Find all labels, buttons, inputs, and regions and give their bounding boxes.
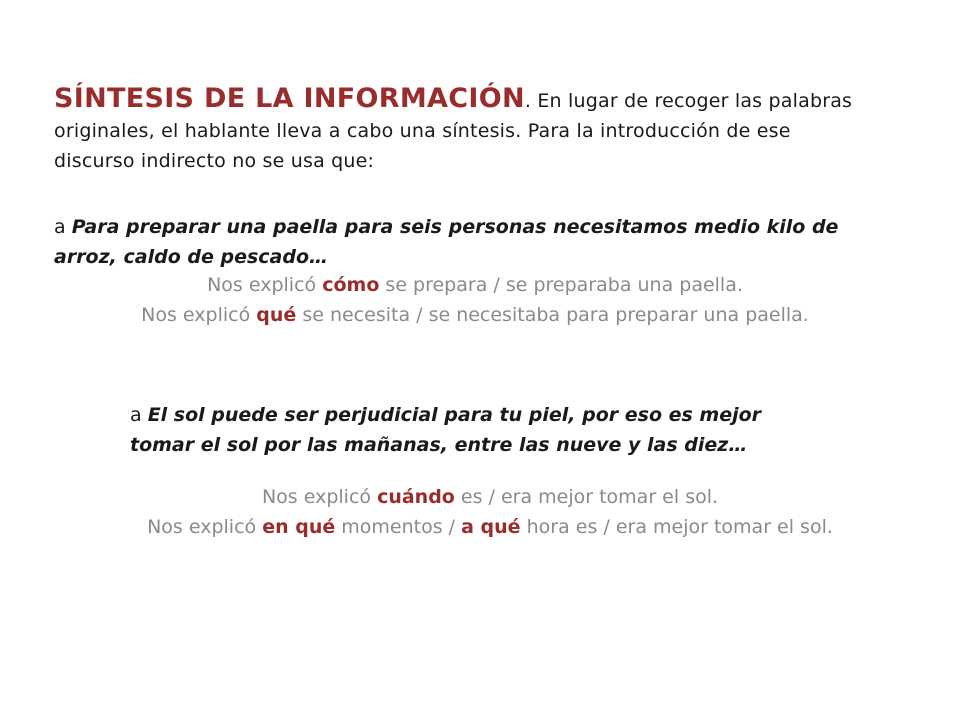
example-2 [130,400,830,460]
report-text: Nos explicó [141,304,257,326]
report-text: momentos / [335,516,462,538]
report-highlight: cuándo [377,486,455,508]
report-line [40,270,910,300]
intro-text: En lugar de recoger las palabras originales, el hablante lleva a cabo una síntesis. Para la introducción de ese discurso indirecto no se usa que: [54,90,853,172]
example-2-reports [140,482,840,542]
example-2-quote: El sol puede ser perjudicial para tu piel, por eso es mejor tomar el sol por las mañanas, entre las nueve y las diez… [130,404,762,456]
report-text: Nos explicó [261,486,378,508]
report-line [140,482,840,512]
example-1-reports [40,270,910,330]
example-1-prefix: a [54,216,72,238]
example-1-quote: Para preparar una paella para seis personas necesitamos medio kilo de arroz, caldo de pescado… [54,216,839,268]
report-text: Nos explicó [207,274,323,296]
report-highlight: qué [256,304,297,326]
report-text: hora es / era mejor tomar el sol. [520,516,833,538]
intro-paragraph [54,84,854,176]
example-1 [54,212,874,272]
report-text: Nos explicó [147,516,263,538]
report-line [140,512,840,542]
report-highlight: en qué [262,516,336,538]
report-line [40,300,910,330]
heading-period: . [524,90,532,112]
report-text: se necesita / se necesitaba para preparar una paella. [296,304,809,326]
report-text: es / era mejor tomar el sol. [454,486,719,508]
section-heading: SÍNTESIS DE LA INFORMACIÓN [54,83,525,114]
example-2-prefix: a [130,404,148,426]
report-highlight: a qué [461,516,521,538]
report-text: se prepara / se preparaba una paella. [379,274,743,296]
report-highlight: cómo [322,274,380,296]
